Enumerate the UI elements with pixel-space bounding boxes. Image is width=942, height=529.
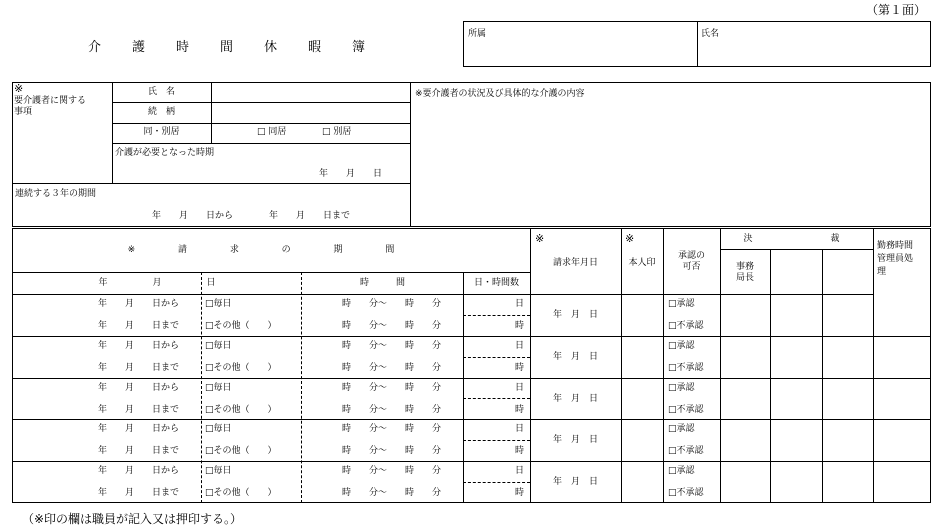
col-date-header: 年 月 日 [98,278,216,288]
decision-header: 決 裁 [743,234,860,244]
row-date-to[interactable]: 年 月 日まで [98,321,180,331]
row-every-day-checkbox[interactable]: □毎日 [205,383,232,393]
row-disapprove-checkbox[interactable]: □不承認 [668,488,704,498]
row-day-unit: 日 [515,341,525,351]
row-request-date[interactable]: 年 月 日 [552,477,598,487]
row-seal-field[interactable] [622,420,662,460]
row-request-date[interactable]: 年 月 日 [552,310,598,320]
row-seal-field[interactable] [622,379,662,419]
footnote: （※印の欄は職員が記入又は押印する。） [22,512,243,526]
row-other-checkbox[interactable]: □その他（ ） [205,446,277,456]
request-period-header: ※ 請 求 の 期 間 [127,245,415,255]
attendance-mgr-header-1: 勤務時間 [877,241,914,251]
request-date-mark: ※ [535,232,545,245]
row-disapprove-checkbox[interactable]: □不承認 [668,363,704,373]
page-title: 介護時間休暇簿 [88,40,397,55]
row-time-from[interactable]: 時 分～ 時 分 [342,424,442,434]
row-date-to[interactable]: 年 月 日まで [98,405,180,415]
approval-header-2: 可否 [682,262,701,272]
row-other-checkbox[interactable]: □その他（ ） [205,405,277,415]
row-request-date[interactable]: 年 月 日 [552,352,598,362]
row-approve-checkbox[interactable]: □承認 [668,424,695,434]
row-date-to[interactable]: 年 月 日まで [98,446,180,456]
row-date-to[interactable]: 年 月 日まで [98,363,180,373]
name-field[interactable] [698,22,930,66]
row-every-day-checkbox[interactable]: □毎日 [205,466,232,476]
row-time-from[interactable]: 時 分～ 時 分 [342,383,442,393]
consecutive-period-value[interactable]: 年 月 日から 年 月 日まで [152,211,351,221]
col-time-header: 時 間 [359,278,405,288]
recipient-name-label: 氏 名 [147,87,175,97]
care-situation-label: ※要介護者の状況及び具体的な介護の内容 [415,89,585,99]
recipient-relation-label: 続 柄 [147,107,175,117]
row-seal-field[interactable] [622,337,662,377]
row-seal-field[interactable] [622,462,662,502]
row-time-from[interactable]: 時 分～ 時 分 [342,299,442,309]
row-other-checkbox[interactable]: □その他（ ） [205,363,277,373]
recipient-name-field[interactable] [212,83,409,101]
row-other-checkbox[interactable]: □その他（ ） [205,488,277,498]
care-section-label-1: 要介護者に関する [14,96,87,106]
row-other-checkbox[interactable]: □その他（ ） [205,321,277,331]
row-seal-field[interactable] [622,295,662,335]
care-section-mark: ※ [14,82,24,95]
row-approve-checkbox[interactable]: □承認 [668,466,695,476]
row-hour-unit: 時 [515,405,525,415]
row-hour-unit: 時 [515,363,525,373]
row-time-to[interactable]: 時 分～ 時 分 [342,321,442,331]
row-time-from[interactable]: 時 分～ 時 分 [342,341,442,351]
row-day-unit: 日 [515,424,525,434]
cohabit-option-separate[interactable]: □ 別居 [322,127,352,137]
page-number: （第１面） [866,3,927,17]
row-time-from[interactable]: 時 分～ 時 分 [342,466,442,476]
row-date-from[interactable]: 年 月 日から [98,299,180,309]
request-date-header: 請求年月日 [552,258,598,268]
care-section-label-2: 事項 [14,107,33,117]
row-day-unit: 日 [515,383,525,393]
row-date-from[interactable]: 年 月 日から [98,383,180,393]
row-time-to[interactable]: 時 分～ 時 分 [342,488,442,498]
row-approve-checkbox[interactable]: □承認 [668,383,695,393]
row-every-day-checkbox[interactable]: □毎日 [205,424,232,434]
row-disapprove-checkbox[interactable]: □不承認 [668,446,704,456]
row-time-to[interactable]: 時 分～ 時 分 [342,363,442,373]
row-day-unit: 日 [515,466,525,476]
consecutive-period-label: 連続する３年の期間 [15,189,97,199]
row-disapprove-checkbox[interactable]: □不承認 [668,405,704,415]
care-needed-period-label: 介護が必要となった時期 [115,148,215,158]
row-every-day-checkbox[interactable]: □毎日 [205,299,232,309]
recipient-relation-field[interactable] [212,103,409,122]
office-director-header-2: 局長 [735,273,754,283]
col-days-hours-header: 日・時間数 [473,278,519,288]
row-date-from[interactable]: 年 月 日から [98,341,180,351]
row-every-day-checkbox[interactable]: □毎日 [205,341,232,351]
row-hour-unit: 時 [515,488,525,498]
care-situation-field[interactable] [412,102,930,226]
office-director-header-1: 事務 [735,262,754,272]
attendance-mgr-header-2: 管理員処 [877,254,914,264]
row-approve-checkbox[interactable]: □承認 [668,299,695,309]
attendance-mgr-header-3: 理 [877,267,887,277]
seal-header: 本人印 [628,258,656,268]
row-time-to[interactable]: 時 分～ 時 分 [342,405,442,415]
care-needed-date[interactable]: 年 月 日 [319,169,383,179]
cohabit-option-together[interactable]: □ 同居 [257,127,287,137]
row-day-unit: 日 [515,299,525,309]
cohabit-label: 同・別居 [143,127,180,137]
name-label: 氏名 [701,29,720,39]
affiliation-field[interactable] [464,22,696,66]
row-hour-unit: 時 [515,446,525,456]
row-hour-unit: 時 [515,321,525,331]
seal-mark: ※ [625,232,635,245]
row-date-to[interactable]: 年 月 日まで [98,488,180,498]
row-date-from[interactable]: 年 月 日から [98,424,180,434]
affiliation-label: 所属 [468,29,487,39]
row-request-date[interactable]: 年 月 日 [552,394,598,404]
row-date-from[interactable]: 年 月 日から [98,466,180,476]
row-time-to[interactable]: 時 分～ 時 分 [342,446,442,456]
row-disapprove-checkbox[interactable]: □不承認 [668,321,704,331]
row-approve-checkbox[interactable]: □承認 [668,341,695,351]
approval-header-1: 承認の [677,251,705,261]
row-request-date[interactable]: 年 月 日 [552,435,598,445]
